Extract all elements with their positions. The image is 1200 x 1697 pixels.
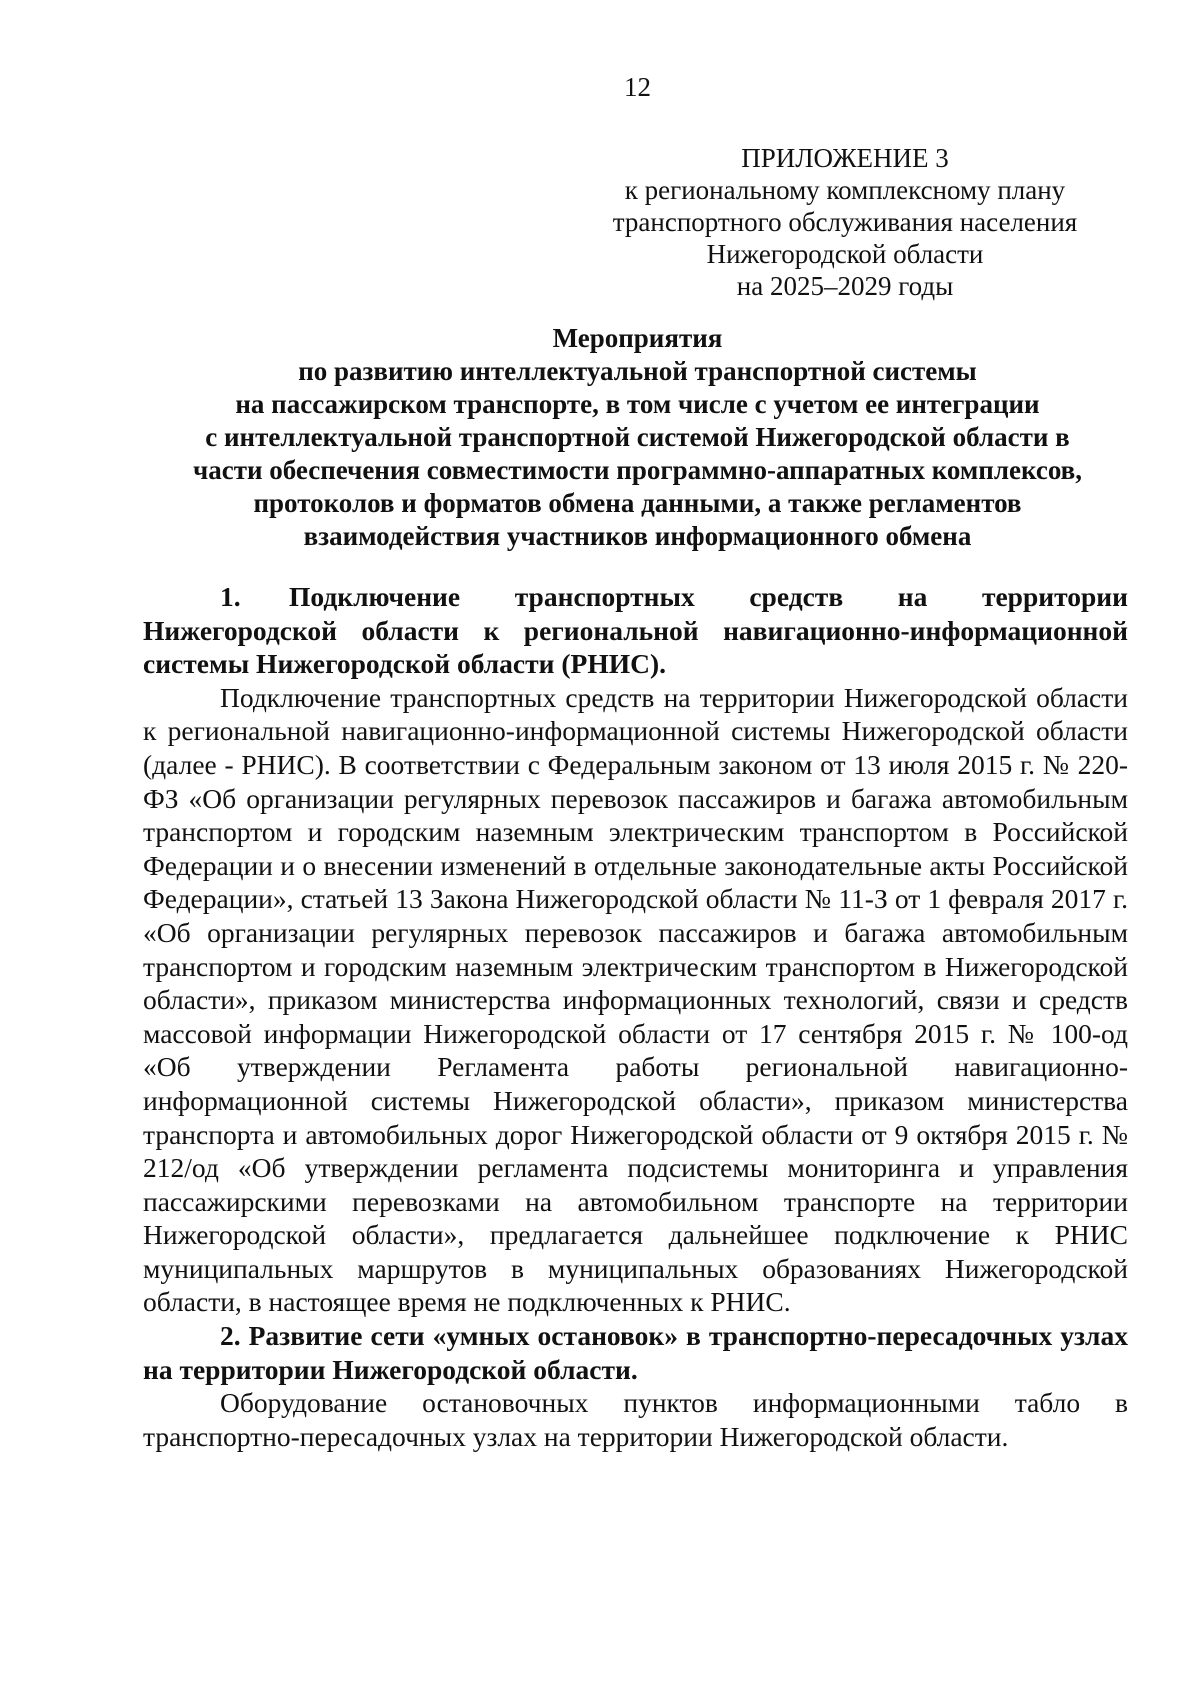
section-heading	[143, 580, 1128, 681]
section-heading-text: Подключение транспортных средств на территории Нижегородской области к региональной навигационно-информационной системы Нижегородской области (РНИС).	[143, 581, 1128, 680]
appendix-line: Нижегородской области	[706, 239, 984, 269]
document-title-line: Мероприятия	[552, 323, 723, 353]
document-title-line: на пассажирском транспорте, в том числе с учетом ее интеграции	[235, 389, 1040, 419]
document-title-line: части обеспечения совместимости программно-аппаратных комплексов,	[193, 455, 1082, 485]
section-paragraph: Оборудование остановочных пунктов информационными табло в транспортно-пересадочных узлах на территории Нижегородской области.	[143, 1387, 1128, 1452]
document-title	[150, 322, 1125, 553]
appendix-block	[595, 142, 1095, 302]
section-number: 1.	[220, 581, 241, 612]
section-paragraph: Подключение транспортных средств на территории Нижегородской области к региональной навигационно-информационной системы Нижегородской области (далее - РНИС). В соответствии с Федеральным законом от 13 июля 2015 г. № 220-ФЗ «Об организации регулярных перевозок пассажиров и багажа автомобильным транспортом и городским наземным электрическим транспортом в Российской Федерации и о внесении изменений в отдельные законодательные акты Российской Федерации», статьей 13 Закона Нижегородской области № 11-З от 1 февраля 2017 г. «Об организации регулярных перевозок пассажиров и багажа автомобильным транспортом и городским наземным электрическим транспортом в Нижегородской области», приказом министерства информационных технологий, связи и средств массовой информации Нижегородской области от 17 сентября 2015 г. № 100-од «Об утверждении Регламента работы региональной навигационно-информационной системы Нижегородской области», приказом министерства транспорта и автомобильных дорог Нижегородской области от 9 октября 2015 г. № 212/од «Об утверждении регламента подсистемы мониторинга и управления пассажирскими перевозками на автомобильном транспорте на территории Нижегородской области», предлагается дальнейшее подключение к РНИС муниципальных маршрутов в муниципальных образованиях Нижегородской области, в настоящее время не подключенных к РНИС.	[143, 681, 1128, 1318]
appendix-line: на 2025–2029 годы	[736, 271, 954, 301]
section-heading	[143, 1319, 1128, 1386]
document-title-line: по развитию интеллектуальной транспортной системы	[298, 356, 977, 386]
section-number: 2.	[220, 1320, 241, 1352]
appendix-line: к региональному комплексному плану	[624, 175, 1066, 205]
document-title-line: с интеллектуальной транспортной системой Нижегородской области в	[205, 422, 1070, 452]
document-title-line: взаимодействия участников информационного обмена	[303, 521, 972, 551]
document-title-line: протоколов и форматов обмена данными, а также регламентов	[253, 488, 1022, 518]
section-heading-text: Развитие сети «умных остановок» в транспортно-пересадочных узлах на территории Нижегородской области.	[143, 1320, 1128, 1385]
appendix-line: транспортного обслуживания населения	[612, 207, 1078, 237]
document-body	[143, 580, 1128, 1453]
page-number: 12	[624, 72, 651, 102]
appendix-title: ПРИЛОЖЕНИЕ 3	[741, 143, 949, 173]
